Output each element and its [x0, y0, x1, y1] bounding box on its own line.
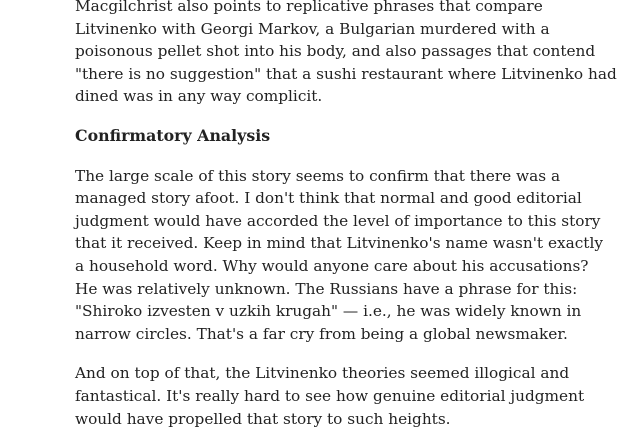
paragraph-illogical-theories — [75, 362, 635, 430]
paragraph-spacer — [75, 345, 635, 362]
text-line: He was relatively unknown. The Russians have a phrase for this: — [75, 279, 578, 298]
section-heading: Confirmatory Analysis — [75, 125, 271, 145]
text-line: that it received. Keep in mind that Litvinenko's name wasn't exactly — [75, 234, 603, 253]
text-line: "there is no suggestion" that a sushi restaurant where Litvinenko had — [75, 64, 617, 83]
text-line: dined was in any way complicit. — [75, 87, 323, 106]
paragraph-spacer — [75, 148, 635, 165]
text-line: would have propelled that story to such heights. — [75, 409, 451, 428]
paragraph-markov-comparison — [75, 0, 635, 108]
paragraph-scale-of-story — [75, 165, 635, 346]
text-line: managed story afoot. I don't think that normal and good editorial — [75, 189, 582, 208]
text-line: And on top of that, the Litvinenko theories seemed illogical and — [75, 364, 570, 383]
text-line: judgment would have accorded the level of importance to this story — [75, 211, 601, 230]
text-line: narrow circles. That's a far cry from being a global newsmaker. — [75, 324, 568, 343]
text-line: "Shiroko izvesten v uzkih krugah" — i.e., he was widely known in — [75, 302, 582, 321]
text-line: Litvinenko with Georgi Markov, a Bulgarian murdered with a — [75, 19, 550, 38]
text-line: Macgilchrist also points to replicative phrases that compare — [75, 0, 543, 15]
text-line: The large scale of this story seems to confirm that there was a — [75, 166, 561, 185]
paragraph-spacer — [75, 108, 635, 125]
text-line: fantastical. It's really hard to see how genuine editorial judgment — [75, 386, 585, 405]
article-body — [75, 0, 635, 430]
text-line: a household word. Why would anyone care about his accusations? — [75, 256, 589, 275]
text-line: poisonous pellet shot into his body, and also passages that contend — [75, 42, 596, 61]
